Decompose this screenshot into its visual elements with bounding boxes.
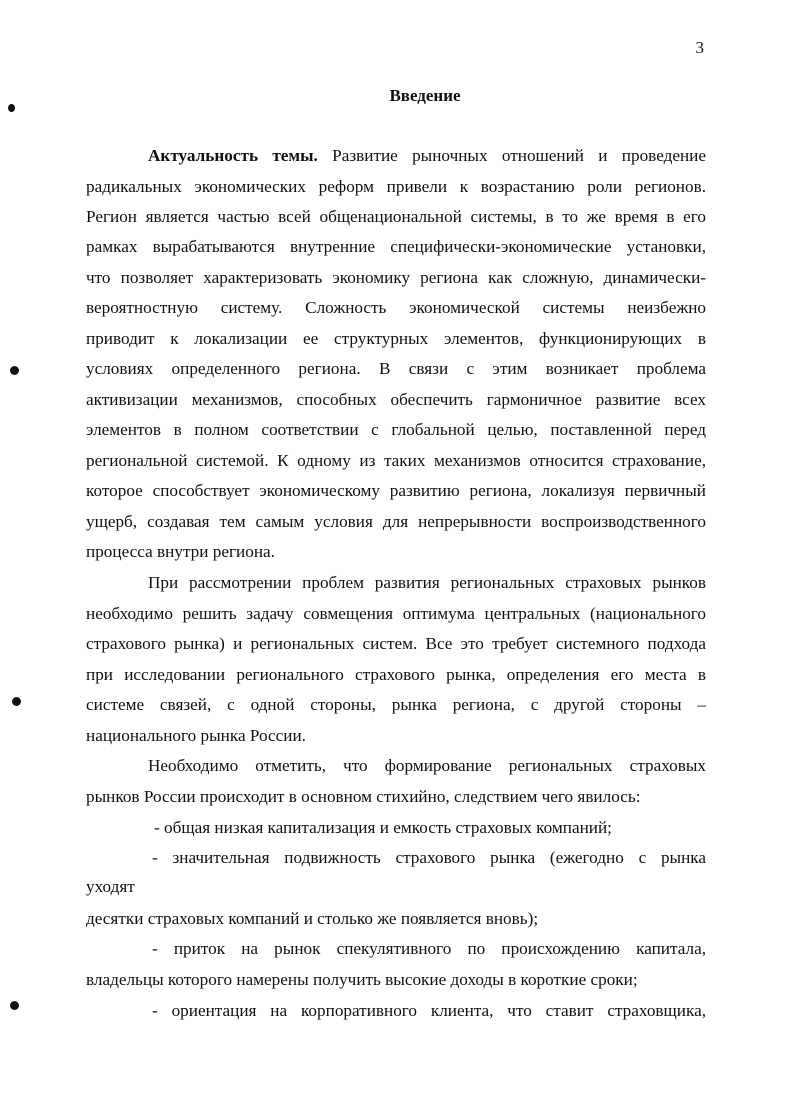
scan-mark	[12, 697, 21, 706]
line-text: процесса внутри региона.	[86, 542, 275, 561]
text-line	[86, 420, 706, 440]
line-text: рамках вырабатываются внутренние специфически-экономические установки,	[86, 237, 706, 256]
page-heading: Введение	[389, 86, 461, 105]
text-line	[86, 390, 706, 410]
text-line	[86, 237, 706, 257]
line-text: Необходимо отметить, что формирование региональных страховых	[148, 756, 706, 775]
line-text: рынков России происходит в основном стихийно, следствием чего явилось:	[86, 787, 641, 806]
text-line	[86, 1001, 706, 1021]
line-text: элементов в полном соответствии с глобальной целью, поставленной перед	[86, 420, 706, 439]
line-text: вероятностную систему. Сложность экономической системы неизбежно	[86, 298, 706, 317]
line-text: - приток на рынок спекулятивного по происхождению капитала,	[152, 939, 706, 958]
scan-mark	[8, 104, 15, 112]
line-text: национального рынка России.	[86, 726, 306, 745]
text-line	[86, 268, 706, 288]
text-line	[86, 298, 706, 318]
line-text: радикальных экономических реформ привели к возрастанию роли регионов.	[86, 177, 706, 196]
line-text: Регион является частью всей общенациональной системы, в то же время в его	[86, 207, 706, 226]
line-text: - общая низкая капитализация и емкость страховых компаний;	[154, 818, 612, 837]
text-line	[86, 939, 706, 959]
scan-mark	[10, 1001, 19, 1010]
text-line	[86, 818, 706, 838]
text-line	[86, 329, 706, 349]
line-text: страхового рынка) и региональных систем. Все это требует системного подхода	[86, 634, 706, 653]
line-text: приводит к локализации ее структурных элементов, функционирующих в	[86, 329, 706, 348]
text-line	[86, 177, 706, 197]
line-text: системе связей, с одной стороны, рынка региона, с другой стороны –	[86, 695, 706, 714]
text-line	[86, 787, 706, 807]
line-text: необходимо решить задачу совмещения оптимума центральных (национального	[86, 604, 706, 623]
text-line	[86, 512, 706, 532]
text-line	[86, 573, 706, 593]
text-line	[86, 665, 706, 685]
line-text: региональной системой. К одному из таких механизмов относится страхование,	[86, 451, 706, 470]
text-line	[86, 848, 706, 868]
text-line	[86, 359, 706, 379]
line-text: владельцы которого намерены получить высокие доходы в короткие сроки;	[86, 970, 638, 989]
text-line	[86, 756, 706, 776]
line-text: уходят	[86, 877, 135, 896]
text-line	[86, 695, 706, 715]
text-line	[86, 542, 706, 562]
text-line	[86, 146, 706, 166]
scan-mark	[10, 366, 19, 375]
text-line	[86, 877, 706, 897]
text-line	[86, 634, 706, 654]
text-line	[86, 451, 706, 471]
text-line	[86, 726, 706, 746]
line-text: десятки страховых компаний и столько же появляется вновь);	[86, 909, 539, 928]
line-text: - ориентация на корпоративного клиента, что ставит страховщика,	[152, 1001, 706, 1020]
text-line	[86, 207, 706, 227]
line-text: при исследовании регионального страхового рынка, определения его места в	[86, 665, 706, 684]
page-number: 3	[695, 38, 704, 57]
line-text: активизации механизмов, способных обеспечить гармоничное развитие всех	[86, 390, 706, 409]
line-text: Развитие рыночных отношений и проведение	[332, 146, 707, 165]
line-text: ущерб, создавая тем самым условия для непрерывности воспроизводственного	[86, 512, 706, 531]
text-line	[86, 970, 706, 990]
line-text: При рассмотрении проблем развития региональных страховых рынков	[148, 573, 706, 592]
text-line	[86, 604, 706, 624]
line-text: - значительная подвижность страхового рынка (ежегодно с рынка	[152, 848, 706, 867]
line-text: что позволяет характеризовать экономику региона как сложную, динамически-	[86, 268, 706, 287]
text-line	[86, 909, 706, 929]
text-line	[86, 481, 706, 501]
line-text: условиях определенного региона. В связи с этим возникает проблема	[86, 359, 706, 378]
lead-phrase: Актуальность темы.	[148, 146, 318, 165]
line-text: которое способствует экономическому развитию региона, локализуя первичный	[86, 481, 706, 500]
